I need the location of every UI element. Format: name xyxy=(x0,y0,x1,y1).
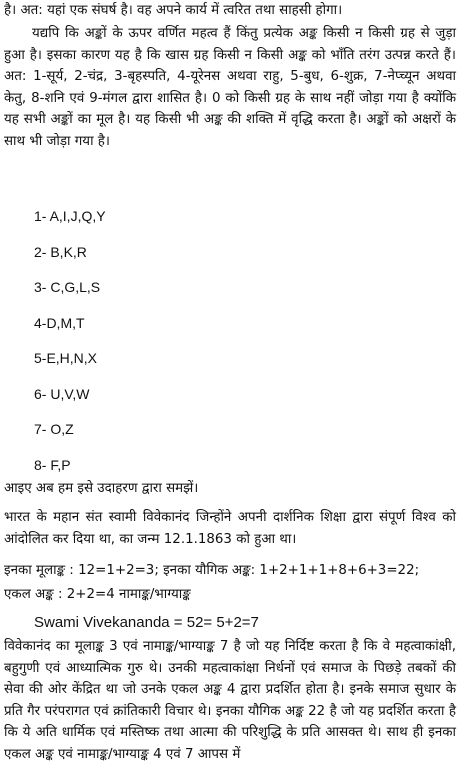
list-item: 5-E,H,N,X xyxy=(34,350,98,366)
list-item: 6- U,V,W xyxy=(34,385,90,402)
name-number-line: Swami Vivekananda = 52= 5+2=7 xyxy=(34,614,259,631)
letter-number-list xyxy=(34,206,106,490)
list-item: 4-D,M,T xyxy=(34,314,85,331)
paragraph-analysis: विवेकानंद का मूलाङ्क 3 एवं नामाङ्क/भाग्याङ्क 7 है जो यह निर्दिष्ट करता है कि वे महत्वाकांक्षी, बहुगुणी एवं आध्यात्मिक गुरु थे। उनकी महत्वाकांक्षा निर्धनों एवं समाज के पिछड़े तबकों की सेवा की ओर केंद्रित था जो उनके एकल अङ्क 4 द्वारा प्रदर्शित होता है। इनके समाज सुधार के प्रति गैर परंपरागत एवं क्रांतिकारी विचार थे। इनका यौगिक अङ्क 22 है जो यह प्रदर्शित करता है कि ये अति धार्मिक एवं मस्तिष्क तथा आत्मा की परिशुद्धि के प्रति आसक्त थे। साथ ही इनका एकल अङ्क एवं नामाङ्क/भाग्याङ्क 4 एवं 7 आपस में xyxy=(4,639,456,762)
paragraph-planets: यद्यपि कि अङ्कों के ऊपर वर्णित महत्व हैं किंतु प्रत्येक अङ्क किसी न किसी ग्रह से जुड़ा हुआ है। इसका कारण यह है कि खास ग्रह किसी न किसी अङ्क को भाँति तरंग उत्पन्न करते हैं। अत: 1-सूर्य, 2-चंद्र, 3-बृहस्पति, 4-यूरेनस अथवा राहु, 5-बुध, 6-शुक्र, 7-नेप्च्यून अथवा केतु, 8-शनि एवं 9-मंगल द्वारा शासित है। 0 को किसी ग्रह के साथ नहीं जोड़ा गया है क्योंकि यह सभी अङ्कों का मूल है। यह किसी भी अङ्क की शक्ति में वृद्धि करता है। अङ्कों को अक्षरों के साथ भी जोड़ा गया है। xyxy=(4,26,456,149)
list-item: 2- B,K,R xyxy=(34,243,87,260)
list-item: 1- A,I,J,Q,Y xyxy=(34,208,106,224)
paragraph-example-intro: आइए अब हम इसे उदाहरण द्वारा समझें। xyxy=(4,481,199,496)
list-item: 3- C,G,L,S xyxy=(34,279,101,295)
single-number-line: एकल अङ्क : 2+2=4 नामाङ्क/भाग्याङ्क xyxy=(4,587,191,602)
paragraph-vivekananda-birth: भारत के महान संत स्वामी विवेकानंद जिन्होंने अपनी दार्शनिक शिक्षा द्वारा संपूर्ण विश्व को आंदोलित कर दिया था, का जन्म 12.1.1863 को हुआ था। xyxy=(4,510,456,547)
list-item: 7- O,Z xyxy=(34,421,74,437)
root-number-line: इनका मूलाङ्क : 12=1+2=3; इनका यौगिक अङ्क: 1+2+1+1+8+6+3=22; xyxy=(4,563,420,578)
paragraph-intro: है। अत: यहां एक संघर्ष है। वह अपने कार्य में त्वरित तथा साहसी होगा। xyxy=(4,3,343,18)
list-item: 8- F,P xyxy=(34,456,71,473)
